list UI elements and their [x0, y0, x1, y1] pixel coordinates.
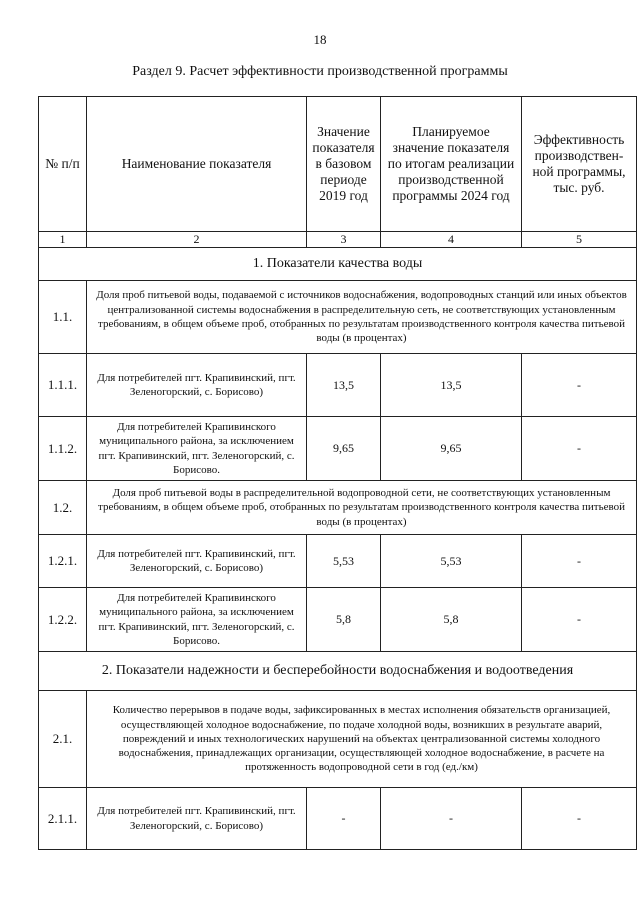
column-number: 1 [39, 232, 87, 248]
table-row [39, 417, 637, 481]
indicator-description: Доля проб питьевой воды, подаваемой с источников водоснабжения, водопроводных станций или иных объектов централизованной системы водоснабжения в распределительную сеть, не соответствующих установленным требованиям, в общем объеме проб, отобранных по результатам производственного контроля качества питьевой воды (в процентах) [87, 281, 637, 354]
row-number: 1.2.1. [39, 535, 87, 588]
efficiency-value: - [522, 788, 637, 850]
group-row [39, 248, 637, 281]
base-value: 5,8 [307, 588, 381, 652]
column-numbers-row [39, 232, 637, 248]
group-row [39, 652, 637, 691]
base-value: 9,65 [307, 417, 381, 481]
efficiency-value: - [522, 588, 637, 652]
planned-value: 5,8 [381, 588, 522, 652]
table-header-row [39, 97, 637, 232]
planned-value: 5,53 [381, 535, 522, 588]
efficiency-value: - [522, 535, 637, 588]
header-indicator-name: Наименование показателя [87, 97, 307, 232]
row-number: 1.1.2. [39, 417, 87, 481]
table-row [39, 535, 637, 588]
consumer-name: Для потребителей пгт. Крапивинский, пгт. Зеленогорский, с. Борисово) [87, 788, 307, 850]
header-base-value: Значение показателя в базовом периоде 2019 год [307, 97, 381, 232]
base-value: 13,5 [307, 354, 381, 417]
base-value: - [307, 788, 381, 850]
efficiency-value: - [522, 417, 637, 481]
base-value: 5,53 [307, 535, 381, 588]
column-number: 5 [522, 232, 637, 248]
indicator-row [39, 281, 637, 354]
row-number: 1.1.1. [39, 354, 87, 417]
row-number: 2.1. [39, 691, 87, 788]
planned-value: - [381, 788, 522, 850]
table-row [39, 788, 637, 850]
consumer-name: Для потребителей Крапивинского муниципального района, за исключением пгт. Крапивинский, пгт. Зеленогорский, с. Борисово. [87, 588, 307, 652]
indicator-description: Доля проб питьевой воды в распределительной водопроводной сети, не соответствующих установленным требованиям, в общем объеме проб, отобранных по результатам производственного контроля качества питьевой воды (в процентах) [87, 481, 637, 535]
group-title-water-quality: 1. Показатели качества воды [39, 248, 637, 281]
indicator-row [39, 691, 637, 788]
header-number: № п/п [39, 97, 87, 232]
row-number: 1.2. [39, 481, 87, 535]
header-efficiency: Эффективность производствен-ной программы, тыс. руб. [522, 97, 637, 232]
header-planned-value: Планируемое значение показателя по итогам реализации производственной программы 2024 год [381, 97, 522, 232]
indicator-row [39, 481, 637, 535]
page-number: 18 [313, 32, 327, 47]
table-row [39, 354, 637, 417]
row-number: 2.1.1. [39, 788, 87, 850]
column-number: 2 [87, 232, 307, 248]
row-number: 1.2.2. [39, 588, 87, 652]
row-number: 1.1. [39, 281, 87, 354]
consumer-name: Для потребителей пгт. Крапивинский, пгт. Зеленогорский, с. Борисово) [87, 354, 307, 417]
column-number: 4 [381, 232, 522, 248]
planned-value: 13,5 [381, 354, 522, 417]
efficiency-table [38, 96, 637, 850]
consumer-name: Для потребителей Крапивинского муниципального района, за исключением пгт. Крапивинский, пгт. Зеленогорский, с. Борисово. [87, 417, 307, 481]
planned-value: 9,65 [381, 417, 522, 481]
consumer-name: Для потребителей пгт. Крапивинский, пгт. Зеленогорский, с. Борисово) [87, 535, 307, 588]
indicator-description: Количество перерывов в подаче воды, зафиксированных в местах исполнения обязательств организацией, осуществляющей холодное водоснабжение, по подаче холодной воды, возникших в результате аварий, повреждений и иных технологических нарушений на объектах централизованной системы холодного водоснабжения, принадлежащих организации, осуществляющей холодное водоснабжение, в расчете на протяженность водопроводной сети в год (ед./км) [87, 691, 637, 788]
efficiency-value: - [522, 354, 637, 417]
column-number: 3 [307, 232, 381, 248]
group-title-reliability: 2. Показатели надежности и бесперебойности водоснабжения и водоотведения [39, 652, 637, 691]
section-title: Раздел 9. Расчет эффективности производственной программы [132, 64, 508, 79]
table-row [39, 588, 637, 652]
